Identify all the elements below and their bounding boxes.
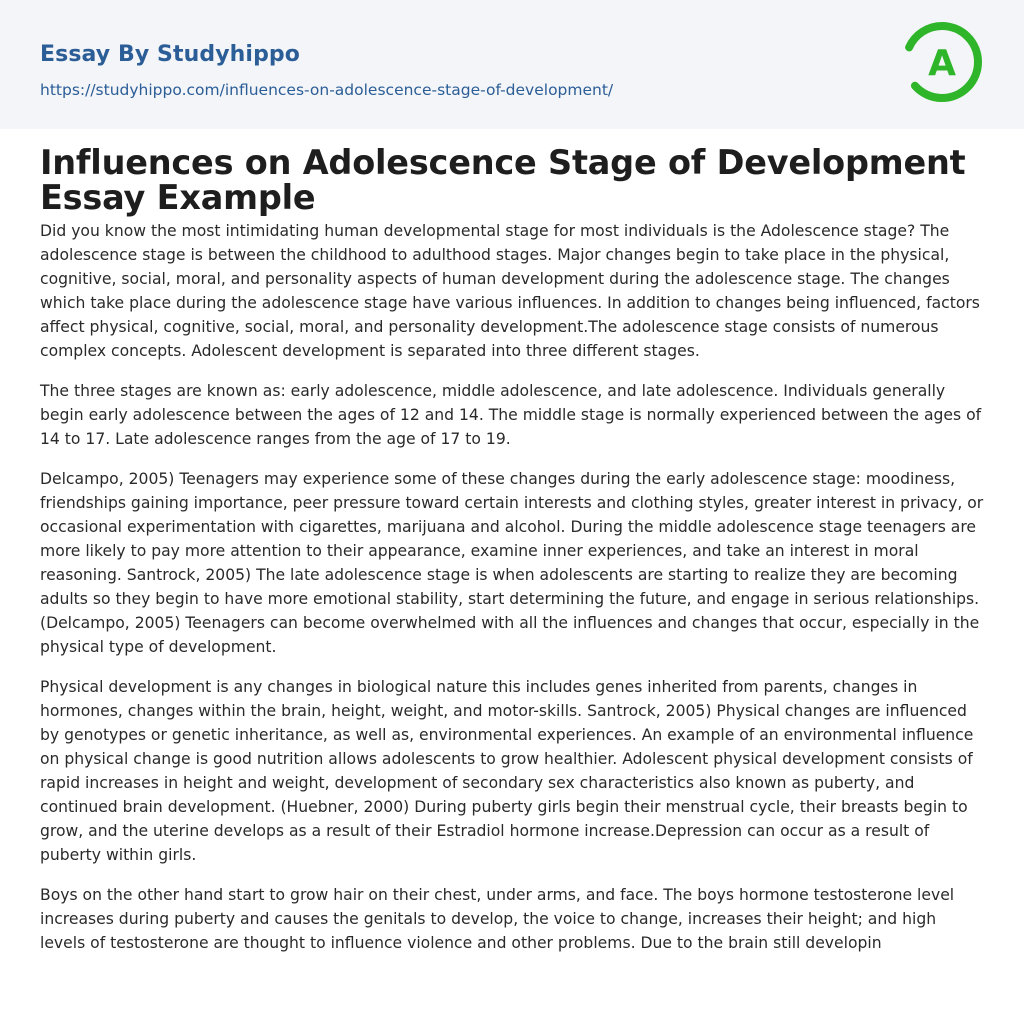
article-paragraph: Physical development is any changes in biological nature this includes genes inherited from parents, changes in hormones, changes within the brain, height, weight, and motor-skills. Santrock, 2005) Physical changes are influenced by genotypes or genetic inheritance, as well as, environmental experiences. An example of an environmental influence on physical change is good nutrition allows adolescents to grow healthier. Adolescent physical development consists of rapid increases in height and weight, development of secondary sex characteristics also known as puberty, and continued brain development. (Huebner, 2000) During puberty girls begin their menstrual cycle, their breasts begin to grow, and the uterine develops as a result of their Estradiol hormone increase.Depression can occur as a result of puberty within girls. — [40, 678, 974, 864]
article — [0, 129, 1024, 955]
article-title: Influences on Adolescence Stage of Development Essay Example — [40, 143, 966, 217]
source-url-link[interactable]: https://studyhippo.com/influences-on-adolescence-stage-of-development/ — [40, 81, 614, 99]
article-paragraph: Delcampo, 2005) Teenagers may experience some of these changes during the early adolescence stage: moodiness, friendships gaining importance, peer pressure toward certain interests and clothing styles, greater interest in privacy, or occasional experimentation with cigarettes, marijuana and alcohol. During the middle adolescence stage teenagers are more likely to pay more attention to their appearance, examine inner experiences, and take an interest in moral reasoning. Santrock, 2005) The late adolescence stage is when adolescents are starting to realize they are becoming adults so they begin to have more emotional stability, start determining the future, and engage in serious relationships. (Delcampo, 2005) Teenagers can become overwhelmed with all the influences and changes that occur, especially in the physical type of development. — [40, 470, 984, 656]
logo-letter: A — [928, 43, 956, 84]
site-brand[interactable]: Essay By Studyhippo — [40, 42, 300, 67]
article-paragraph: Boys on the other hand start to grow hair on their chest, under arms, and face. The boys hormone testosterone level increases during puberty and causes the genitals to develop, the voice to change, increases their height; and high levels of testosterone are thought to influence violence and other problems. Due to the brain still developin — [40, 886, 955, 952]
article-paragraph: The three stages are known as: early adolescence, middle adolescence, and late adolescence. Individuals generally begin early adolescence between the ages of 12 and 14. The middle stage is normally experienced between the ages of 14 to 17. Late adolescence ranges from the age of 17 to 19. — [40, 382, 982, 448]
studyhippo-logo-icon[interactable] — [900, 20, 984, 104]
article-paragraph: Did you know the most intimidating human developmental stage for most individuals is the Adolescence stage? The adolescence stage is between the childhood to adulthood stages. Major changes begin to take place in the physical, cognitive, social, moral, and personality aspects of human development during the adolescence stage. The changes which take place during the adolescence stage have various influences. In addition to changes being influenced, factors affect physical, cognitive, social, moral, and personality development.The adolescence stage consists of numerous complex concepts. Adolescent development is separated into three different stages. — [40, 222, 980, 360]
site-header — [0, 0, 1024, 129]
